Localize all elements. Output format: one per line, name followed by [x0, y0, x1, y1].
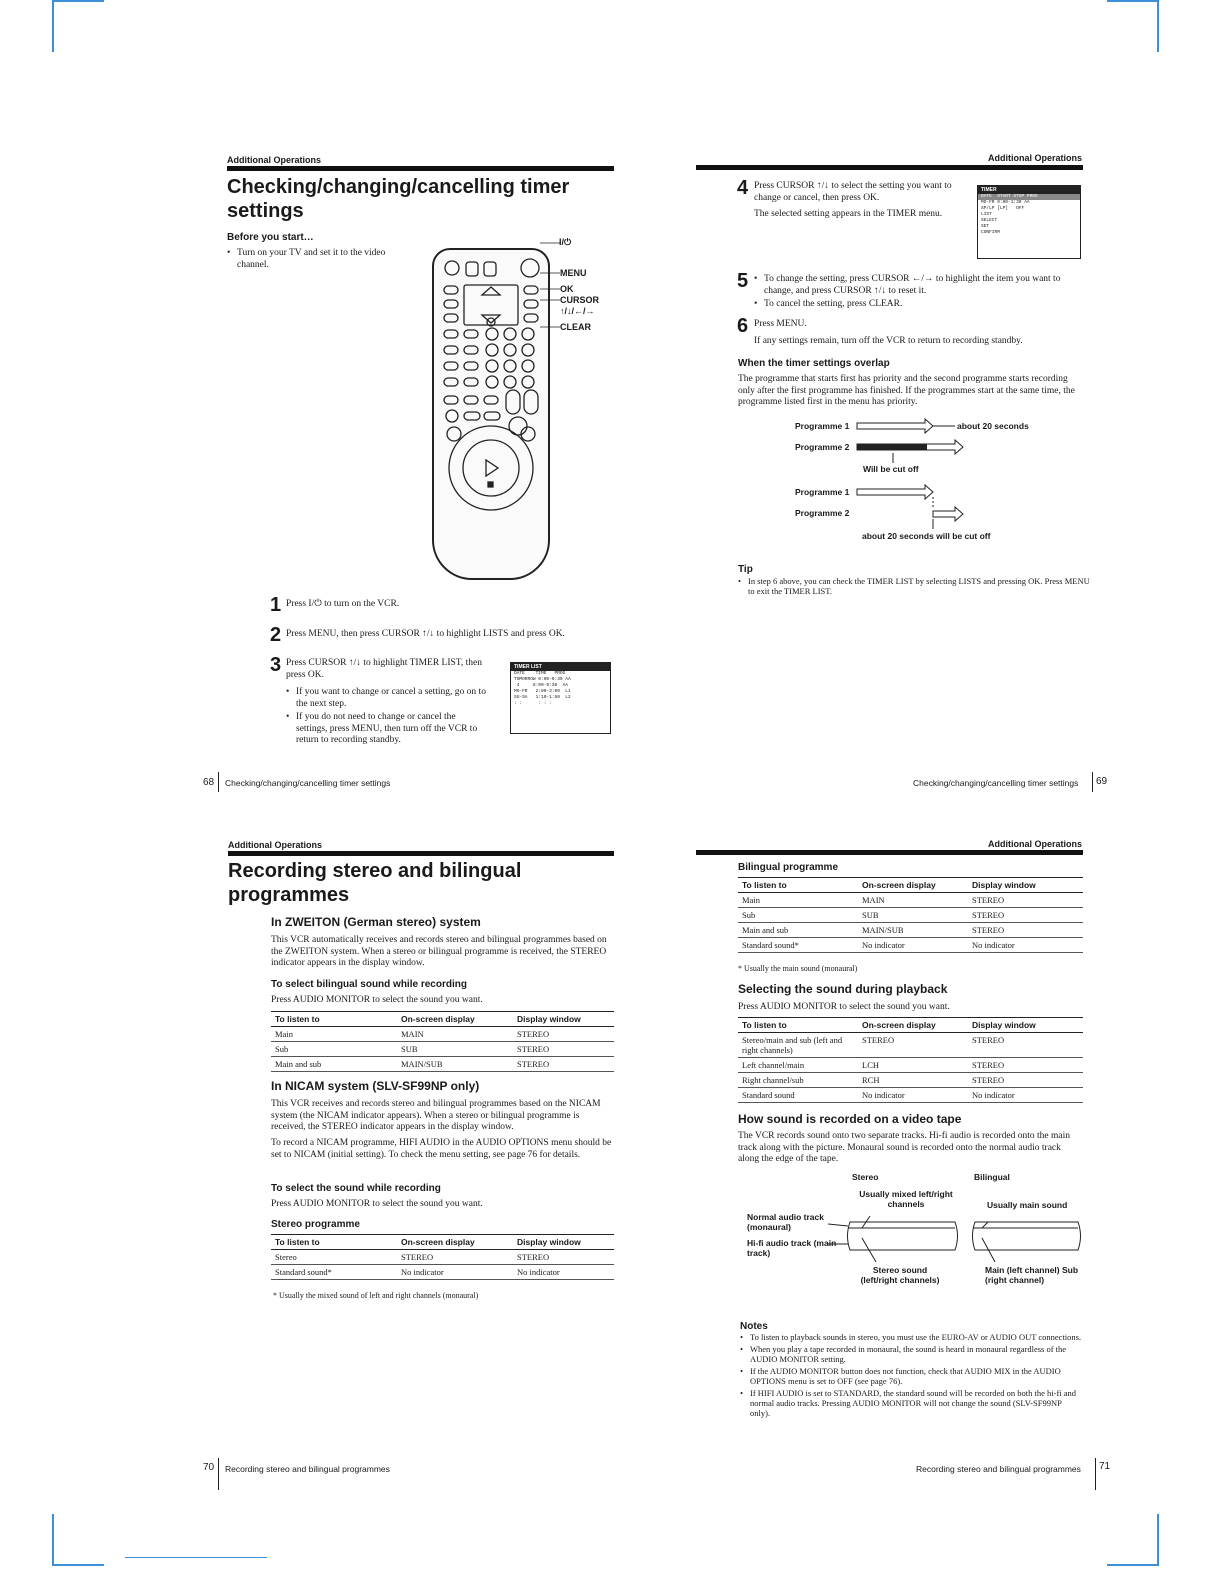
- remote-control-illustration: [432, 248, 550, 580]
- header-rule: [696, 850, 1083, 855]
- select-bilingual-heading: To select bilingual sound while recording: [271, 979, 467, 990]
- nicam-heading: In NICAM system (SLV-SF99NP only): [271, 1079, 480, 1093]
- tape-heading: How sound is recorded on a video tape: [738, 1112, 962, 1126]
- diagram-label: Stereo: [852, 1172, 879, 1182]
- diagram-label: Usually mixed left/right channels: [859, 1189, 953, 1209]
- step-number: 1: [270, 594, 282, 616]
- playback-heading: Selecting the sound during playback: [738, 982, 948, 996]
- crop-mark: [52, 0, 104, 2]
- section-header: Additional Operations: [227, 155, 322, 165]
- diagram-label: about 20 seconds will be cut off: [862, 531, 991, 541]
- table-row: Main and sub MAIN/SUB STEREO: [271, 1057, 614, 1072]
- list-item: • When you play a tape recorded in monaural, the sound is heard in monaural regardless of the AUDIO MONITOR setting.: [740, 1344, 1083, 1364]
- list-item: • To listen to playback sounds in stereo, you must use the EURO-AV or AUDIO OUT connections.: [740, 1332, 1083, 1342]
- table-row: Main and sub MAIN/SUB STEREO: [738, 923, 1083, 938]
- notes-heading: Notes: [740, 1321, 768, 1332]
- page-footer: Checking/changing/cancelling timer settings: [225, 778, 391, 788]
- header-rule: [227, 166, 614, 171]
- tape-text: The VCR records sound onto two separate tracks. Hi-fi audio is recorded onto the main track along with the picture. Monaural sound is recorded onto the normal audio track along the edge of the tape.: [738, 1131, 1070, 1164]
- bilingual-programme-table: To listen to On-screen display Display window Main MAIN STEREO Sub SUB STEREO Main and sub MAIN/SUB STEREO Standard sound* No indicator No indicator: [738, 877, 1083, 953]
- page-number: 70: [203, 1462, 215, 1473]
- label-clear: CLEAR: [560, 322, 591, 332]
- table-row: Sub SUB STEREO: [738, 908, 1083, 923]
- diagram-label: Programme 1: [795, 487, 850, 497]
- footnote: * Usually the main sound (monaural): [738, 964, 858, 973]
- playback-table: To listen to On-screen display Display window Stereo/main and sub (left and right channels) STEREO STEREO Left channel/main LCH STEREO Right channel/sub RCH STEREO Standard sound No indicator No indicator: [738, 1017, 1083, 1103]
- select-sound-text: Press AUDIO MONITOR to select the sound you want.: [271, 1199, 483, 1209]
- tip-text: • In step 6 above, you can check the TIMER LIST by selecting LISTS and pressing OK. Press MENU to exit the TIMER LIST.: [738, 576, 1093, 596]
- label-cursor-arrows: ↑/↓/←/→: [560, 306, 595, 316]
- table-row: Stereo STEREO STEREO: [271, 1250, 614, 1265]
- diagram-label: Hi-fi audio track (main track): [747, 1238, 837, 1258]
- section-header: Additional Operations: [988, 153, 1083, 163]
- bilingual-recording-table: To listen to On-screen display Display window Main MAIN STEREO Sub SUB STEREO Main and sub MAIN/SUB STEREO: [271, 1011, 614, 1072]
- remote-leader-lines: [540, 238, 562, 333]
- stereo-programme-table: To listen to On-screen display Display window Stereo STEREO STEREO Standard sound* No indicator No indicator: [271, 1234, 614, 1280]
- zweiton-heading: In ZWEITON (German stereo) system: [271, 915, 481, 929]
- table-row: Main MAIN STEREO: [738, 893, 1083, 908]
- footer-divider: [218, 1458, 219, 1490]
- table-row: Standard sound No indicator No indicator: [738, 1088, 1083, 1103]
- notes-list: [740, 1332, 1083, 1418]
- page-footer: Recording stereo and bilingual programmes: [916, 1464, 1081, 1474]
- page-title: Recording stereo and bilingual programmes: [228, 860, 522, 906]
- step-3: Press CURSOR ↑/↓ to highlight TIMER LIST, then press OK. • If you want to change or cancel a setting, go on to the next step. • If you do not need to change or cancel the settings, press MENU, then turn off the VCR to return to recording standby.: [286, 658, 486, 747]
- footnote: * Usually the mixed sound of left and right channels (monaural): [273, 1291, 479, 1300]
- bilingual-programme-heading: Bilingual programme: [738, 862, 839, 873]
- crop-mark: [52, 1564, 104, 1566]
- step-2-text: Press MENU, then press CURSOR ↑/↓ to highlight LISTS and press OK.: [286, 629, 565, 639]
- diagram-label: Programme 2: [795, 508, 850, 518]
- step-4: Press CURSOR ↑/↓ to select the setting you want to change or cancel, then press OK. The selected setting appears in the TIMER menu.: [754, 181, 952, 219]
- step-5: • To change the setting, press CURSOR ←/→ to highlight the item you want to change, and press CURSOR ↑/↓ to reset it. • To cancel the setting, press CLEAR.: [754, 274, 1084, 311]
- crop-mark: [1107, 0, 1159, 2]
- footer-divider: [1095, 1458, 1096, 1490]
- step-number: 3: [270, 654, 282, 676]
- table-row: Stereo/main and sub (left and right channels) STEREO STEREO: [738, 1033, 1083, 1058]
- step-1-text: Press I/⏻ to turn on the VCR.: [286, 599, 400, 609]
- footer-divider: [1092, 772, 1093, 792]
- step-number: 6: [737, 315, 749, 337]
- step-number: 5: [737, 270, 749, 292]
- nicam-text-2: To record a NICAM programme, HIFI AUDIO in the AUDIO OPTIONS menu should be set to NICAM (initial setting). To check the menu setting, see page 76 for details.: [271, 1138, 612, 1160]
- diagram-label: Programme 2: [795, 442, 850, 452]
- select-bilingual-text: Press AUDIO MONITOR to select the sound you want.: [271, 995, 483, 1005]
- overlap-text: The programme that starts first has priority and the second programme starts recording only after the first programme has finished. If the programmes start at the same time, the programme listed first in the menu has priority.: [738, 374, 1075, 407]
- crop-mark: [1157, 0, 1159, 52]
- crop-mark: [52, 0, 54, 52]
- tip-heading: Tip: [738, 564, 753, 575]
- timer-list-osd: TIMER LIST DATE TIME PROG TOMORROW 0:00-0:30 AA 4 8:00-9:30 AA MO-FR 2:00-3:00 L1 SU-SA 1:10-1:50 L2 : : : : :: [510, 662, 611, 734]
- diagram-label: Main (left channel) Sub (right channel): [985, 1265, 1079, 1285]
- select-sound-heading: To select the sound while recording: [271, 1183, 441, 1194]
- diagram-label: about 20 seconds: [957, 421, 1029, 431]
- page-number: 69: [1096, 776, 1108, 787]
- diagram-label: Usually main sound: [987, 1200, 1068, 1210]
- playback-text: Press AUDIO MONITOR to select the sound you want.: [738, 1002, 950, 1012]
- table-row: Standard sound* No indicator No indicator: [738, 938, 1083, 953]
- table-row: Left channel/main LCH STEREO: [738, 1058, 1083, 1073]
- overlap-diagram: [855, 415, 975, 535]
- page-footer: Recording stereo and bilingual programmes: [225, 1464, 390, 1474]
- label-ok: OK: [560, 284, 574, 294]
- step-number: 4: [737, 177, 749, 199]
- section-header: Additional Operations: [988, 839, 1083, 849]
- crop-mark: [1107, 1564, 1159, 1566]
- header-rule: [696, 165, 1083, 170]
- table-row: Sub SUB STEREO: [271, 1042, 614, 1057]
- step-number: 2: [270, 624, 282, 646]
- page-number: 68: [203, 777, 215, 788]
- diagram-label: Normal audio track (monaural): [747, 1212, 824, 1232]
- label-cursor: CURSOR: [560, 295, 600, 305]
- page-title: Checking/changing/cancelling timer settings: [227, 176, 570, 222]
- list-item: • If HIFI AUDIO is set to STANDARD, the standard sound will be recorded on both the hi-fi and normal audio tracks. Pressing AUDIO MONITOR will not change the sound (SLV-SF99NP only).: [740, 1388, 1083, 1418]
- before-you-start: Before you start… • Turn on your TV and set it to the video channel.: [227, 232, 407, 271]
- label-power: I/⏻: [559, 237, 572, 247]
- crop-mark: [125, 1557, 267, 1558]
- section-header: Additional Operations: [228, 840, 323, 850]
- nicam-text-1: This VCR receives and records stereo and bilingual programmes based on the NICAM system (the NICAM indicator appears). When a stereo or bilingual programme is received, the STEREO indicator appears in the display window.: [271, 1099, 601, 1132]
- overlap-heading: When the timer settings overlap: [738, 358, 890, 369]
- timer-osd: TIMER DATE START STOP PROG MO-FR 0:00-1:30 AA SP/LP [LP] OFF LIST SELECT SET CONFIRM: [977, 185, 1081, 259]
- crop-mark: [1157, 1514, 1159, 1566]
- diagram-label: Will be cut off: [863, 464, 919, 474]
- step-6: Press MENU. If any settings remain, turn off the VCR to return to recording standby.: [754, 319, 1023, 346]
- diagram-label: Stereo sound (left/right channels): [860, 1265, 940, 1285]
- page-footer: Checking/changing/cancelling timer settings: [913, 778, 1079, 788]
- crop-mark: [52, 1514, 54, 1566]
- header-rule: [228, 851, 614, 856]
- zweiton-text: This VCR automatically receives and records stereo and bilingual programmes based on the ZWEITON system. When a stereo or bilingual programme is received, the STEREO indicator appears in the display window.: [271, 935, 607, 968]
- label-menu: MENU: [560, 268, 587, 278]
- table-row: Main MAIN STEREO: [271, 1027, 614, 1042]
- diagram-label: Bilingual: [974, 1172, 1010, 1182]
- list-item: • If the AUDIO MONITOR button does not function, check that AUDIO MIX in the AUDIO OPTIONS menu is set to OFF (see page 76).: [740, 1366, 1083, 1386]
- footer-divider: [218, 772, 219, 792]
- table-row: Right channel/sub RCH STEREO: [738, 1073, 1083, 1088]
- tape-diagram: [820, 1214, 1085, 1266]
- page-number: 71: [1099, 1461, 1111, 1472]
- table-row: Standard sound* No indicator No indicator: [271, 1265, 614, 1280]
- diagram-label: Programme 1: [795, 421, 850, 431]
- stereo-programme-heading: Stereo programme: [271, 1219, 360, 1230]
